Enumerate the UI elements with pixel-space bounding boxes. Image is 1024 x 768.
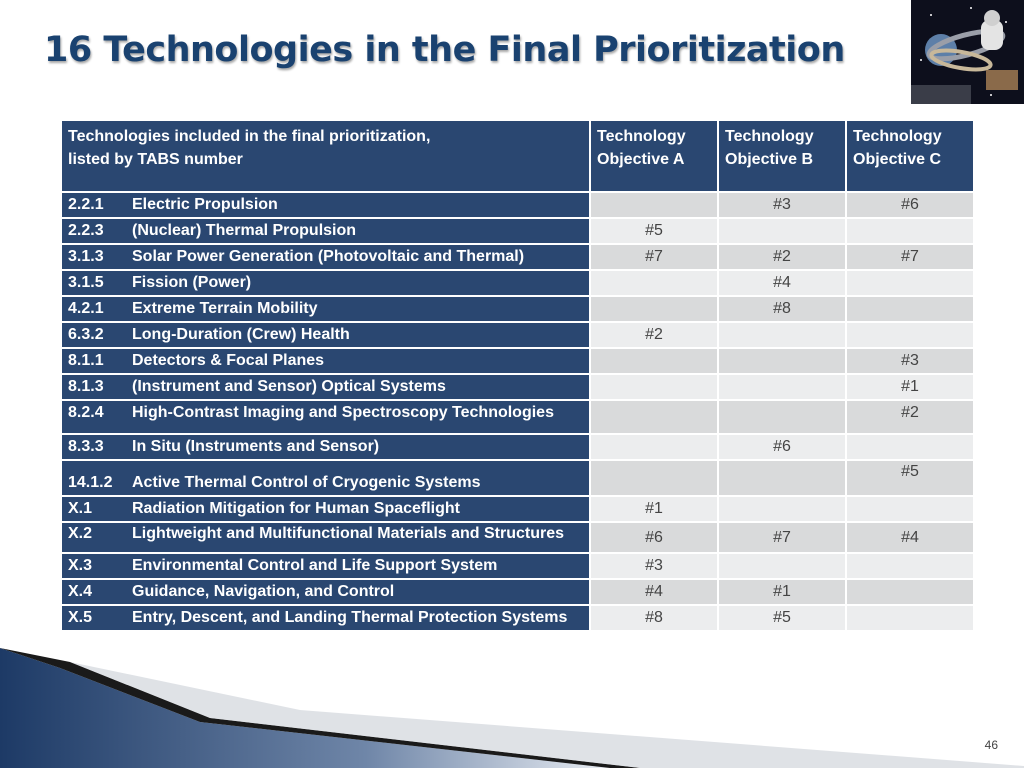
tabs-number: X.2: [68, 525, 93, 542]
header-objective-b: [718, 120, 846, 192]
table-row: [61, 374, 974, 400]
technology-name: Fission (Power): [132, 274, 252, 291]
header-objective-b-line2: Objective B: [725, 151, 814, 168]
objective-b-cell: #4: [718, 270, 846, 296]
technology-name: Radiation Mitigation for Human Spaceflight: [132, 500, 460, 517]
tabs-number: X.1: [68, 500, 93, 517]
technology-name: Detectors & Focal Planes: [132, 352, 325, 369]
tabs-number: X.3: [68, 557, 93, 574]
technology-name-cell: [61, 400, 590, 434]
tabs-number: 6.3.2: [68, 326, 104, 343]
objective-a-cell: [590, 270, 718, 296]
objective-b-cell: [718, 553, 846, 579]
technology-name: Environmental Control and Life Support System: [132, 557, 498, 574]
objective-c-cell: [846, 434, 974, 460]
technology-name-cell: [61, 244, 590, 270]
table-row: [61, 244, 974, 270]
technology-name-cell: [61, 553, 590, 579]
tabs-number: 4.2.1: [68, 300, 104, 317]
objective-b-cell: [718, 374, 846, 400]
header-technologies: [61, 120, 590, 192]
objective-a-cell: [590, 374, 718, 400]
header-objective-a-line1: Technology: [597, 128, 686, 145]
technology-name-cell: [61, 434, 590, 460]
objective-a-cell: #4: [590, 579, 718, 605]
objective-c-cell: [846, 218, 974, 244]
tabs-number: 2.2.1: [68, 196, 104, 213]
objective-c-cell: [846, 270, 974, 296]
objective-c-cell: #3: [846, 348, 974, 374]
objective-b-cell: #7: [718, 522, 846, 553]
technology-name-cell: [61, 218, 590, 244]
tabs-number: 3.1.3: [68, 248, 104, 265]
technology-name-cell: [61, 522, 590, 553]
technology-name: High-Contrast Imaging and Spectroscopy Technologies: [132, 404, 554, 421]
objective-c-cell: [846, 553, 974, 579]
objective-a-cell: #6: [590, 522, 718, 553]
table-row: [61, 553, 974, 579]
objective-c-cell: #4: [846, 522, 974, 553]
objective-b-cell: #6: [718, 434, 846, 460]
objective-c-cell: [846, 296, 974, 322]
technology-name-cell: [61, 605, 590, 631]
decorative-swoosh: [0, 640, 1024, 768]
objective-b-cell: [718, 496, 846, 522]
objective-a-cell: #3: [590, 553, 718, 579]
objective-c-cell: #2: [846, 400, 974, 434]
slide-title: 16 Technologies in the Final Prioritization: [44, 30, 845, 70]
objective-a-cell: [590, 400, 718, 434]
table-row: [61, 579, 974, 605]
technology-name: Guidance, Navigation, and Control: [132, 583, 395, 600]
technology-name-cell: [61, 374, 590, 400]
technology-name: Entry, Descent, and Landing Thermal Protection Systems: [132, 609, 568, 626]
objective-a-cell: [590, 348, 718, 374]
tabs-number: X.4: [68, 583, 93, 600]
objective-c-cell: #7: [846, 244, 974, 270]
space-collage-image: [911, 0, 1024, 104]
technology-name-cell: [61, 348, 590, 374]
objective-a-cell: [590, 296, 718, 322]
tabs-number: 8.3.3: [68, 438, 104, 455]
technology-name-cell: [61, 460, 590, 496]
objective-a-cell: #7: [590, 244, 718, 270]
technology-table: [60, 119, 975, 632]
objective-a-cell: [590, 192, 718, 218]
objective-c-cell: [846, 605, 974, 631]
technology-name: Long-Duration (Crew) Health: [132, 326, 350, 343]
technology-name-cell: [61, 270, 590, 296]
objective-c-cell: #6: [846, 192, 974, 218]
objective-b-cell: [718, 348, 846, 374]
technology-name: Active Thermal Control of Cryogenic Systems: [132, 474, 481, 491]
tabs-number: 3.1.5: [68, 274, 104, 291]
header-objective-c-line2: Objective C: [853, 151, 942, 168]
technology-name: Electric Propulsion: [132, 196, 278, 213]
tabs-number: 8.1.3: [68, 378, 104, 395]
header-objective-c: [846, 120, 974, 192]
technology-name-cell: [61, 496, 590, 522]
objective-a-cell: #8: [590, 605, 718, 631]
objective-b-cell: #3: [718, 192, 846, 218]
tabs-number: 8.1.1: [68, 352, 104, 369]
page-number: 46: [984, 738, 998, 752]
technology-name: Extreme Terrain Mobility: [132, 300, 318, 317]
header-objective-c-line1: Technology: [853, 128, 942, 145]
objective-b-cell: [718, 218, 846, 244]
header-objective-b-line1: Technology: [725, 128, 814, 145]
technology-name: (Nuclear) Thermal Propulsion: [132, 222, 357, 239]
objective-a-cell: #2: [590, 322, 718, 348]
tabs-number: 14.1.2: [68, 474, 113, 491]
table-row: [61, 496, 974, 522]
technology-name-cell: [61, 296, 590, 322]
technology-name: (Instrument and Sensor) Optical Systems: [132, 378, 446, 395]
objective-a-cell: #1: [590, 496, 718, 522]
technology-name: In Situ (Instruments and Sensor): [132, 438, 380, 455]
table-row: [61, 460, 974, 496]
technology-name-cell: [61, 322, 590, 348]
table-row: [61, 322, 974, 348]
header-objective-a-line2: Objective A: [597, 151, 685, 168]
table-row: [61, 605, 974, 631]
header-technologies-line2: listed by TABS number: [68, 151, 243, 168]
objective-c-cell: #1: [846, 374, 974, 400]
table-row: [61, 434, 974, 460]
table-row: [61, 522, 974, 553]
header-technologies-line1: Technologies included in the final prioritization,: [68, 128, 431, 145]
objective-b-cell: [718, 322, 846, 348]
table-row: [61, 270, 974, 296]
tabs-number: 2.2.3: [68, 222, 104, 239]
table-row: [61, 400, 974, 434]
objective-a-cell: [590, 434, 718, 460]
objective-b-cell: #1: [718, 579, 846, 605]
tabs-number: 8.2.4: [68, 404, 104, 421]
objective-c-cell: #5: [846, 460, 974, 496]
objective-a-cell: #5: [590, 218, 718, 244]
technology-name: Solar Power Generation (Photovoltaic and Thermal): [132, 248, 525, 265]
header-objective-a: [590, 120, 718, 192]
objective-b-cell: #8: [718, 296, 846, 322]
technology-name-cell: [61, 192, 590, 218]
table-row: [61, 296, 974, 322]
objective-b-cell: [718, 400, 846, 434]
table-row: [61, 348, 974, 374]
tabs-number: X.5: [68, 609, 93, 626]
technology-name: Lightweight and Multifunctional Materials and Structures: [132, 525, 565, 542]
table-row: [61, 192, 974, 218]
objective-b-cell: #2: [718, 244, 846, 270]
objective-b-cell: #5: [718, 605, 846, 631]
objective-c-cell: [846, 579, 974, 605]
objective-c-cell: [846, 496, 974, 522]
objective-b-cell: [718, 460, 846, 496]
objective-a-cell: [590, 460, 718, 496]
table-header-row: [61, 120, 974, 192]
technology-name-cell: [61, 579, 590, 605]
objective-c-cell: [846, 322, 974, 348]
table-row: [61, 218, 974, 244]
